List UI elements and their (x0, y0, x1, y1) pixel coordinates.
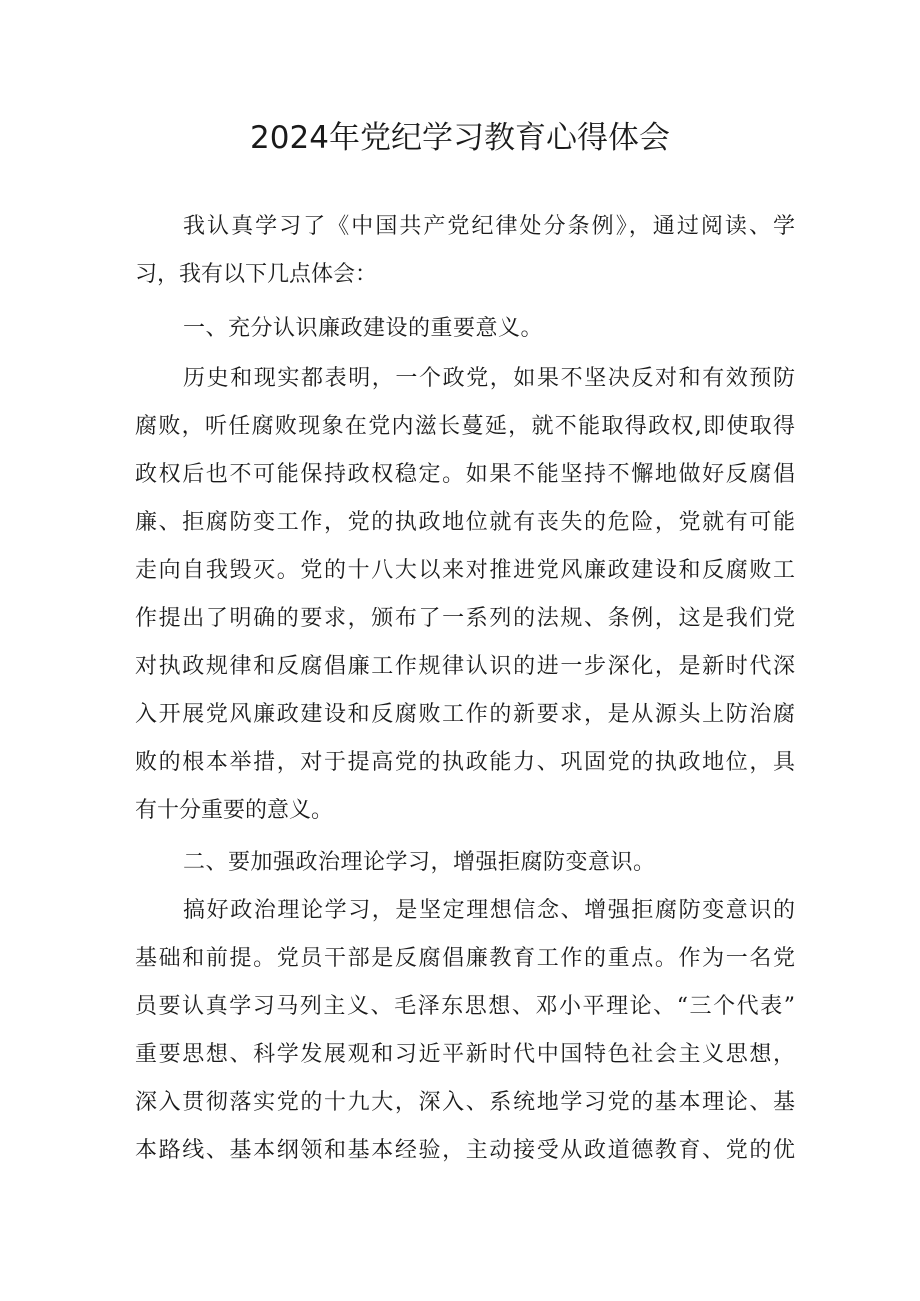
paragraph-line: 我认真学习了《中国共产党纪律处分条例》，通过阅读、学 (183, 214, 795, 239)
paragraph-line: 腐败，听任腐败现象在党内滋长蔓延，就不能取得政权,即使取得 (135, 414, 795, 439)
section-heading-2: 二、要加强政治理论学习，增强拒腐防变意识。 (183, 850, 656, 875)
paragraph-line: 重要思想、科学发展观和习近平新时代中国特色社会主义思想， (135, 1042, 795, 1067)
paragraph-line: 入开展党风廉政建设和反腐败工作的新要求，是从源头上防治腐 (135, 702, 795, 727)
paragraph-line: 历史和现实都表明，一个政党，如果不坚决反对和有效预防 (183, 366, 795, 391)
paragraph-line: 员要认真学习马列主义、毛泽东思想、邓小平理论、“三个代表” (135, 994, 795, 1019)
document-title: 2024年党纪学习教育心得体会 (250, 120, 670, 156)
paragraph-line: 有十分重要的意义。 (135, 798, 334, 823)
paragraph-line: 深入贯彻落实党的十九大，深入、系统地学习党的基本理论、基 (135, 1090, 795, 1115)
paragraph-line: 基础和前提。党员干部是反腐倡廉教育工作的重点。作为一名党 (135, 946, 795, 971)
paragraph-line: 本路线、基本纲领和基本经验，主动接受从政道德教育、党的优 (135, 1138, 795, 1163)
section-heading-1: 一、充分认识廉政建设的重要意义。 (183, 316, 544, 341)
paragraph-line: 政权后也不可能保持政权稳定。如果不能坚持不懈地做好反腐倡 (135, 462, 795, 487)
paragraph-line: 败的根本举措，对于提高党的执政能力、巩固党的执政地位，具 (135, 750, 795, 775)
paragraph-line: 作提出了明确的要求，颁布了一系列的法规、条例，这是我们党 (135, 606, 795, 631)
paragraph-line: 廉、拒腐防变工作，党的执政地位就有丧失的危险，党就有可能 (135, 510, 795, 535)
paragraph-line: 习，我有以下几点体会： (135, 262, 378, 287)
paragraph-line: 走向自我毁灭。党的十八大以来对推进党风廉政建设和反腐败工 (135, 558, 795, 583)
paragraph-line: 对执政规律和反腐倡廉工作规律认识的进一步深化，是新时代深 (135, 654, 795, 679)
paragraph-line: 搞好政治理论学习，是坚定理想信念、增强拒腐防变意识的 (183, 898, 795, 923)
